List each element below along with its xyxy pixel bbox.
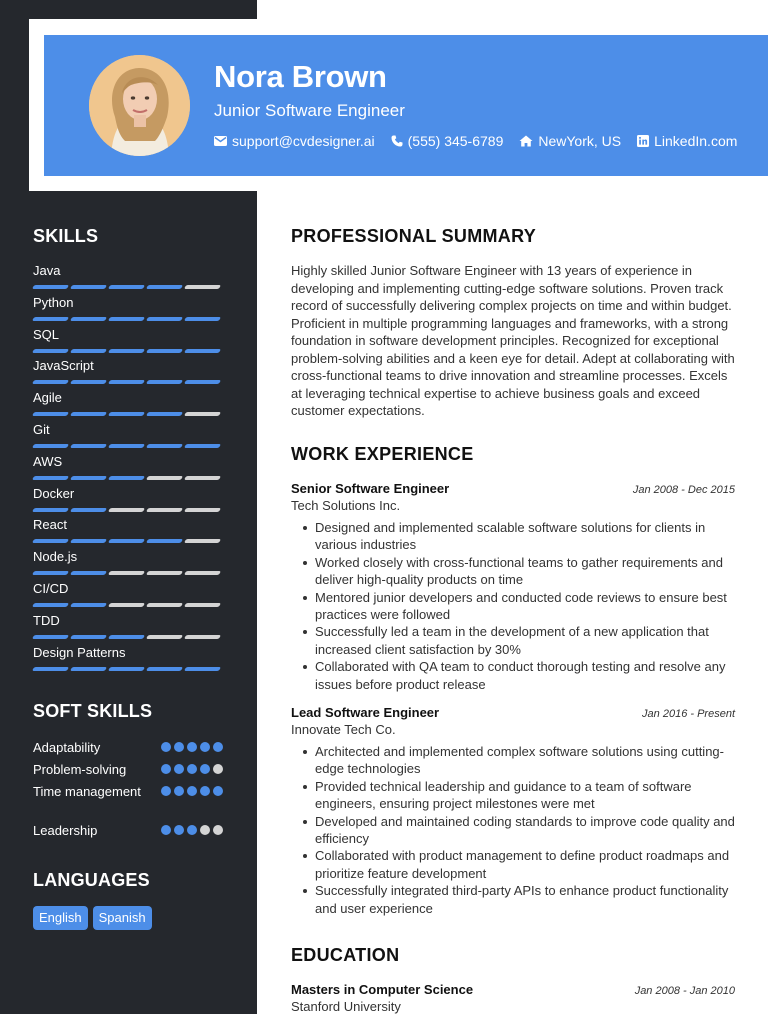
- skill-item: [33, 644, 223, 671]
- soft-skill-name: Time management: [33, 784, 141, 799]
- skill-level-segment: [108, 667, 145, 671]
- job-bullet: Collaborated with QA team to conduct thorough testing and resolve any issues before product release: [291, 658, 735, 693]
- skill-level-segment: [32, 539, 69, 543]
- skill-level-segment: [32, 317, 69, 321]
- skill-item: [33, 548, 223, 575]
- phone-icon: [391, 135, 403, 147]
- degree-name: Masters in Computer Science: [291, 982, 474, 997]
- skill-name: CI/CD: [33, 581, 69, 596]
- skill-level-segment: [70, 603, 107, 607]
- rating-dot: [161, 825, 171, 835]
- skill-name: Git: [33, 422, 50, 437]
- rating-dot: [174, 764, 184, 774]
- job-dates: Jan 2008 - Dec 2015: [632, 484, 735, 496]
- linkedin-icon: [637, 135, 649, 147]
- skill-level-segment: [184, 349, 221, 353]
- job-bullet: Architected and implemented complex software solutions using cutting-edge technologies: [291, 743, 735, 778]
- rating-dot: [213, 786, 223, 796]
- language-tag: Spanish: [93, 906, 152, 930]
- skill-level-segment: [32, 571, 69, 575]
- skill-level-segment: [70, 285, 107, 289]
- skill-level-segment: [184, 412, 221, 416]
- skill-level-bar: [33, 444, 223, 448]
- skill-level-segment: [70, 571, 107, 575]
- soft-skill-name: Problem-solving: [33, 762, 127, 777]
- skill-level-bar: [33, 412, 223, 416]
- rating-dot: [213, 764, 223, 774]
- skill-level-bar: [33, 285, 223, 289]
- contact-phone-text: (555) 345-6789: [407, 133, 504, 149]
- skill-level-bar: [33, 571, 223, 575]
- skill-level-segment: [32, 667, 69, 671]
- candidate-title: Junior Software Engineer: [214, 101, 405, 120]
- job-bullets: [291, 519, 735, 693]
- skill-level-segment: [32, 635, 69, 639]
- skill-level-segment: [184, 539, 221, 543]
- skill-level-segment: [70, 508, 107, 512]
- skill-level-segment: [32, 412, 69, 416]
- skill-level-segment: [184, 476, 221, 480]
- rating-dot: [200, 825, 210, 835]
- rating-dot: [174, 786, 184, 796]
- skill-level-segment: [146, 571, 183, 575]
- candidate-name: Nora Brown: [214, 59, 387, 94]
- resume-header: [44, 35, 768, 176]
- job-entry: [291, 705, 735, 917]
- school-name: Stanford University: [291, 999, 401, 1014]
- skill-level-segment: [32, 444, 69, 448]
- skill-level-segment: [70, 412, 107, 416]
- job-role: Lead Software Engineer: [291, 705, 440, 720]
- rating-dot: [213, 825, 223, 835]
- skill-level-segment: [108, 444, 145, 448]
- skill-item: [33, 262, 223, 289]
- skill-level-bar: [33, 508, 223, 512]
- soft-skill-rating: [161, 825, 223, 835]
- soft-skill-item: [33, 822, 223, 839]
- rating-dot: [174, 825, 184, 835]
- contact-email[interactable]: [214, 133, 375, 149]
- rating-dot: [161, 742, 171, 752]
- skill-level-bar: [33, 603, 223, 607]
- languages-list: [33, 906, 152, 930]
- soft-skill-rating: [161, 742, 223, 752]
- skill-level-segment: [146, 476, 183, 480]
- job-bullet: Successfully led a team in the development of a new application that increased client satisfaction by 30%: [291, 623, 735, 658]
- skill-level-segment: [108, 317, 145, 321]
- education-heading: EDUCATION: [291, 945, 400, 965]
- skill-level-segment: [184, 667, 221, 671]
- soft-skill-item: [33, 761, 223, 778]
- avatar: [89, 55, 190, 156]
- skill-level-segment: [108, 380, 145, 384]
- job-company: Innovate Tech Co.: [291, 722, 396, 737]
- skill-item: [33, 421, 223, 448]
- skill-level-segment: [146, 508, 183, 512]
- rating-dot: [200, 742, 210, 752]
- soft-skill-rating: [161, 764, 223, 774]
- skill-level-segment: [146, 380, 183, 384]
- skill-level-segment: [108, 539, 145, 543]
- soft-skill-rating: [161, 786, 223, 796]
- contact-location-text: NewYork, US: [538, 133, 622, 149]
- soft-skill-item: [33, 783, 223, 800]
- job-bullet: Worked closely with cross-functional teams to gather requirements and deliver high-quality products on time: [291, 554, 735, 589]
- job-bullet: Mentored junior developers and conducted code reviews to ensure best practices were followed: [291, 589, 735, 624]
- skill-name: Design Patterns: [33, 644, 126, 660]
- contact-linkedin-text: LinkedIn.com: [654, 133, 738, 149]
- skill-level-segment: [184, 508, 221, 512]
- skill-name: Python: [33, 294, 74, 310]
- rating-dot: [187, 764, 197, 774]
- skill-name: Java: [33, 263, 61, 278]
- skill-level-segment: [108, 412, 145, 416]
- education-entry: [291, 982, 735, 1014]
- job-entry: [291, 481, 735, 693]
- skill-level-segment: [184, 571, 221, 575]
- job-bullet: Collaborated with product management to define product roadmaps and prioritize feature development: [291, 847, 735, 882]
- skill-level-segment: [70, 476, 107, 480]
- skill-level-segment: [32, 349, 69, 353]
- skill-level-segment: [108, 476, 145, 480]
- skill-level-segment: [108, 571, 145, 575]
- soft-skills-heading: SOFT SKILLS: [33, 701, 153, 721]
- education-dates: Jan 2008 - Jan 2010: [634, 985, 735, 997]
- skill-level-segment: [32, 476, 69, 480]
- skill-name: AWS: [33, 453, 63, 469]
- skill-level-segment: [32, 380, 69, 384]
- skill-level-segment: [70, 380, 107, 384]
- skill-level-segment: [146, 603, 183, 607]
- skill-name: React: [33, 517, 67, 533]
- skill-item: [33, 294, 223, 321]
- skill-level-segment: [70, 539, 107, 543]
- skill-name: TDD: [33, 612, 60, 628]
- skill-item: [33, 357, 223, 384]
- skill-level-bar: [33, 349, 223, 353]
- soft-skill-item: [33, 739, 223, 756]
- rating-dot: [187, 786, 197, 796]
- skill-name: SQL: [33, 326, 60, 342]
- soft-skill-name: Leadership: [33, 823, 98, 838]
- experience-heading: WORK EXPERIENCE: [291, 444, 474, 464]
- skill-level-segment: [32, 508, 69, 512]
- skill-level-segment: [146, 317, 183, 321]
- skill-item: [33, 453, 223, 480]
- skill-level-segment: [108, 603, 145, 607]
- skill-level-bar: [33, 380, 223, 384]
- skill-level-bar: [33, 667, 223, 671]
- rating-dot: [187, 825, 197, 835]
- skill-level-segment: [184, 444, 221, 448]
- skill-level-bar: [33, 539, 223, 543]
- job-company: Tech Solutions Inc.: [291, 498, 401, 513]
- skill-item: [33, 389, 223, 416]
- skill-level-segment: [108, 508, 145, 512]
- skills-heading: SKILLS: [33, 226, 99, 246]
- skill-item: [33, 326, 223, 353]
- skill-level-segment: [108, 635, 145, 639]
- skill-level-segment: [146, 667, 183, 671]
- skill-name: Agile: [33, 390, 62, 406]
- skill-level-segment: [146, 412, 183, 416]
- skill-item: [33, 612, 223, 639]
- skill-level-segment: [184, 285, 221, 289]
- contact-linkedin[interactable]: [637, 133, 737, 149]
- skill-name: JavaScript: [33, 358, 94, 374]
- job-role: Senior Software Engineer: [291, 481, 450, 496]
- skill-level-segment: [70, 635, 107, 639]
- skill-item: [33, 580, 223, 607]
- skill-level-segment: [70, 317, 107, 321]
- job-bullet: Designed and implemented scalable software solutions for clients in various industries: [291, 519, 735, 554]
- skill-level-bar: [33, 317, 223, 321]
- contact-location: [519, 133, 621, 149]
- skill-level-bar: [33, 635, 223, 639]
- skill-level-segment: [32, 285, 69, 289]
- skill-level-segment: [184, 380, 221, 384]
- contact-list: [214, 133, 737, 149]
- contact-phone[interactable]: [391, 133, 504, 149]
- skill-level-segment: [146, 444, 183, 448]
- skill-level-segment: [184, 635, 221, 639]
- skill-level-segment: [146, 635, 183, 639]
- skill-level-segment: [70, 349, 107, 353]
- rating-dot: [161, 786, 171, 796]
- rating-dot: [187, 742, 197, 752]
- skill-level-bar: [33, 476, 223, 480]
- envelope-icon: [214, 136, 227, 146]
- soft-skill-name: Adaptability: [33, 740, 101, 755]
- skill-item: [33, 485, 223, 512]
- summary-heading: PROFESSIONAL SUMMARY: [291, 226, 537, 246]
- skill-level-segment: [146, 349, 183, 353]
- job-dates: Jan 2016 - Present: [642, 708, 735, 720]
- skill-level-segment: [108, 349, 145, 353]
- skill-level-segment: [146, 539, 183, 543]
- skill-level-segment: [70, 667, 107, 671]
- languages-heading: LANGUAGES: [33, 870, 150, 890]
- rating-dot: [200, 786, 210, 796]
- skill-item: [33, 516, 223, 543]
- contact-email-text: support@cvdesigner.ai: [232, 133, 375, 149]
- rating-dot: [213, 742, 223, 752]
- job-bullet: Developed and maintained coding standards to improve code quality and efficiency: [291, 813, 735, 848]
- skill-level-segment: [70, 444, 107, 448]
- skill-name: Docker: [33, 485, 75, 501]
- job-bullet: Provided technical leadership and guidance to a team of software engineers, ensuring project milestones were met: [291, 778, 735, 813]
- skill-name: Node.js: [33, 549, 78, 565]
- language-tag: English: [33, 906, 88, 930]
- home-icon: [519, 135, 533, 147]
- skill-level-segment: [32, 603, 69, 607]
- skill-level-segment: [108, 285, 145, 289]
- rating-dot: [174, 742, 184, 752]
- skill-level-segment: [184, 603, 221, 607]
- rating-dot: [161, 764, 171, 774]
- skill-level-segment: [184, 317, 221, 321]
- job-bullet: Successfully integrated third-party APIs to enhance product functionality and user experience: [291, 882, 735, 917]
- skill-level-segment: [146, 285, 183, 289]
- summary-text: Highly skilled Junior Software Engineer with 13 years of experience in developing and implementing cutting-edge software solutions. Proven track record of successfully delivering complex projects on time and within budget. Proficient in multiple programming languages and frameworks, with a strong foundation in software development principles. Recognized for exceptional problem-solving abilities and a keen eye for detail. Adept at collaborating with cross-functional teams to drive innovation and streamline processes. Excels at leveraging technical expertise to achieve business goals and exceed customer expectations.: [291, 263, 735, 418]
- job-bullets: [291, 743, 735, 917]
- rating-dot: [200, 764, 210, 774]
